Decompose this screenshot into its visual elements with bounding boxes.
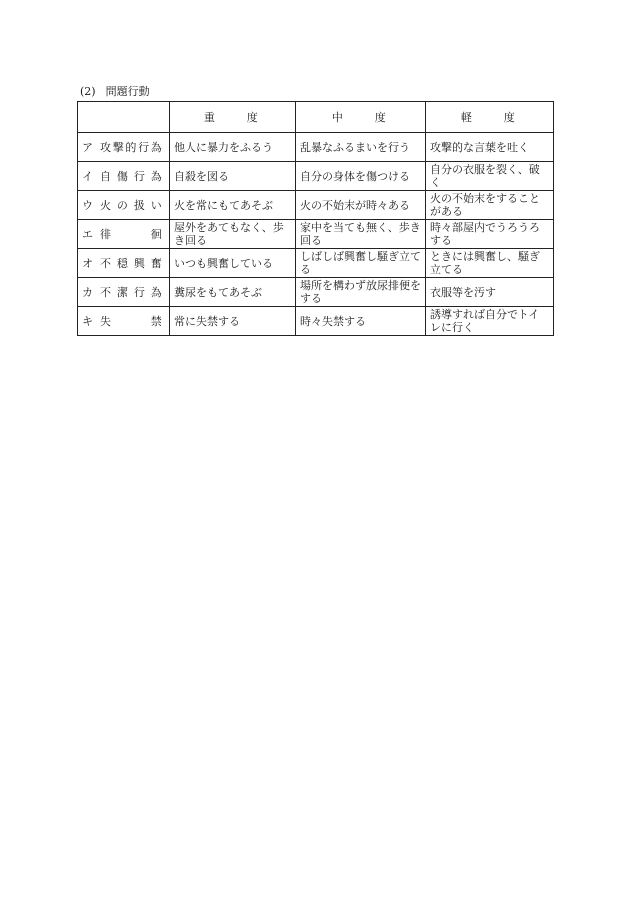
row-name: 攻撃的行為 xyxy=(100,140,162,154)
table-row xyxy=(78,307,554,336)
cell-mild: 自分の衣服を裂く、破く xyxy=(426,162,554,191)
cell-mild: 攻撃的な言葉を吐く xyxy=(426,133,554,162)
header-moderate: 中 度 xyxy=(296,102,426,133)
row-label-cell xyxy=(78,249,170,278)
row-name: 不潔行為 xyxy=(100,285,162,299)
cell-mild: 火の不始末をすることがある xyxy=(426,191,554,220)
table-row xyxy=(78,278,554,307)
row-name: 自傷行為 xyxy=(100,169,162,183)
row-letter: エ xyxy=(82,227,94,241)
row-letter: イ xyxy=(82,169,94,183)
section-number: (2) xyxy=(80,85,96,98)
row-name: 失禁 xyxy=(100,314,162,328)
table-row xyxy=(78,162,554,191)
row-letter: オ xyxy=(82,256,94,270)
row-label-cell xyxy=(78,220,170,249)
problem-behavior-table xyxy=(77,101,554,336)
cell-moderate: 乱暴なふるまいを行う xyxy=(296,133,426,162)
row-letter: ア xyxy=(82,140,94,154)
table-row xyxy=(78,220,554,249)
row-label-cell xyxy=(78,133,170,162)
cell-severe: 糞尿をもてあそぶ xyxy=(170,278,296,307)
cell-moderate: 家中を当ても無く、歩き回る xyxy=(296,220,426,249)
row-label-cell xyxy=(78,162,170,191)
table-header-row xyxy=(78,102,554,133)
cell-mild: 誘導すれば自分でトイレに行く xyxy=(426,307,554,336)
row-letter: ウ xyxy=(82,198,94,212)
cell-moderate: しばしば興奮し騒ぎ立てる xyxy=(296,249,426,278)
header-mild: 軽 度 xyxy=(426,102,554,133)
header-severe: 重 度 xyxy=(170,102,296,133)
row-letter: キ xyxy=(82,314,94,328)
header-blank-cell xyxy=(78,102,170,133)
row-label-cell xyxy=(78,278,170,307)
cell-moderate: 時々失禁する xyxy=(296,307,426,336)
cell-moderate: 自分の身体を傷つける xyxy=(296,162,426,191)
row-name: 不穏興奮 xyxy=(100,256,162,270)
cell-mild: ときには興奮し、騒ぎ立てる xyxy=(426,249,554,278)
cell-moderate: 火の不始末が時々ある xyxy=(296,191,426,220)
cell-severe: 火を常にもてあそぶ xyxy=(170,191,296,220)
table-row xyxy=(78,133,554,162)
cell-mild: 衣服等を汚す xyxy=(426,278,554,307)
cell-severe: 常に失禁する xyxy=(170,307,296,336)
row-label-cell xyxy=(78,307,170,336)
table-row xyxy=(78,191,554,220)
row-name: 徘徊 xyxy=(100,227,162,241)
table-row xyxy=(78,249,554,278)
section-title: 問題行動 xyxy=(105,85,150,98)
cell-severe: 自殺を図る xyxy=(170,162,296,191)
cell-severe: 屋外をあてもなく、歩き回る xyxy=(170,220,296,249)
row-name: 火の扱い xyxy=(100,198,162,212)
cell-severe: 他人に暴力をふるう xyxy=(170,133,296,162)
cell-severe: いつも興奮している xyxy=(170,249,296,278)
section-heading xyxy=(80,85,150,99)
cell-moderate: 場所を構わず放尿排便をする xyxy=(296,278,426,307)
row-letter: カ xyxy=(82,285,94,299)
row-label-cell xyxy=(78,191,170,220)
cell-mild: 時々部屋内でうろうろする xyxy=(426,220,554,249)
